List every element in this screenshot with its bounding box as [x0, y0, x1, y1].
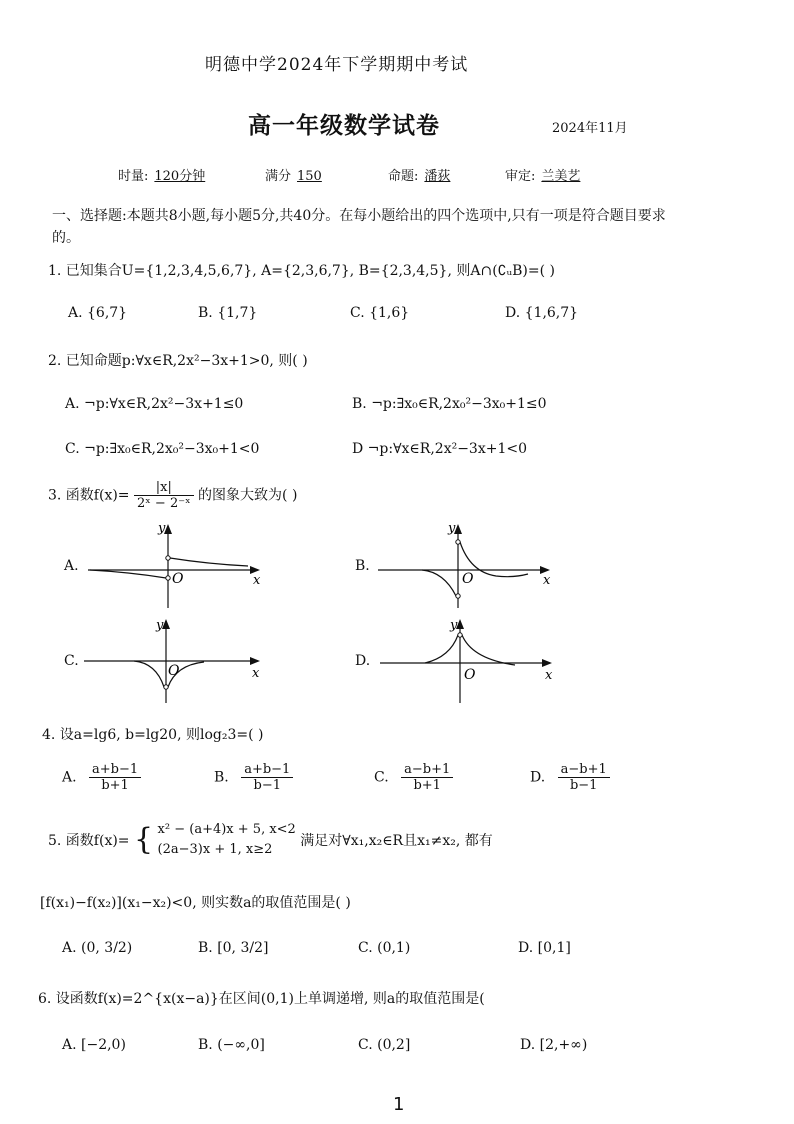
q6-option-b: B. (−∞,0]	[198, 1037, 265, 1053]
q4-option-d: D. $\frac{a-b+1}{b-1}$	[530, 762, 610, 793]
q5-case-1: x² − (a+4)x + 5, x<2	[157, 822, 296, 837]
q3d-y-label: y	[450, 618, 458, 633]
q4-option-b: B. $\frac{a+b-1}{b-1}$	[214, 762, 293, 793]
q6-option-c: C. (0,2]	[358, 1037, 411, 1053]
q3-option-a-label: A.	[64, 558, 79, 574]
q2-option-a: A. ¬p:∀x∈R,2x²−3x+1≤0	[65, 396, 244, 412]
q2-option-b: B. ¬p:∃x₀∈R,2x₀²−3x₀+1≤0	[352, 396, 547, 412]
q1-option-d: D. {1,6,7}	[505, 305, 579, 321]
reviewer-info: 审定: 兰美艺	[505, 169, 581, 184]
q3a-y-label: y	[158, 521, 166, 536]
question-3-stem: 3. 函数f(x)= $\frac{|x|}{\text{2ˣ − 2⁻ˣ}}$ 的图象大致为( )	[48, 480, 298, 511]
q3c-x-label: x	[252, 666, 260, 681]
q3d-x-label: x	[545, 668, 553, 683]
question-1-stem: 1. 已知集合U={1,2,3,4,5,6,7}, A={2,3,6,7}, B={2,3,4,5}, 则A∩(∁ᵤB)=( )	[48, 263, 556, 279]
q5-option-a: A. (0, 3/2)	[62, 940, 133, 956]
exam-school-line: 明德中学2024年下学期期中考试	[205, 55, 469, 75]
q5-option-d: D. [0,1]	[518, 940, 571, 956]
question-5-line2: [f(x₁)−f(x₂)](x₁−x₂)<0, 则实数a的取值范围是( )	[40, 895, 351, 911]
page-title: 高一年级数学试卷	[248, 112, 440, 139]
q3-option-d-label: D.	[355, 653, 371, 669]
question-2-stem: 2. 已知命题p:∀x∈R,2x²−3x+1>0, 则( )	[48, 353, 308, 369]
q1-option-c: C. {1,6}	[350, 305, 410, 321]
exam-date: 2024年11月	[552, 121, 628, 136]
time-info: 时量: 120分钟	[118, 169, 206, 184]
q1-option-a: A. {6,7}	[68, 305, 128, 321]
q1-option-b: B. {1,7}	[198, 305, 258, 321]
q3b-x-label: x	[543, 573, 551, 588]
q3c-y-label: y	[156, 618, 164, 633]
q3-option-c-label: C.	[64, 653, 79, 669]
q3b-origin-label: O	[462, 571, 474, 587]
q5-option-b: B. [0, 3/2]	[198, 940, 269, 956]
q6-option-d: D. [2,+∞)	[520, 1037, 588, 1053]
q2-option-c: C. ¬p:∃x₀∈R,2x₀²−3x₀+1<0	[65, 441, 260, 457]
q5-case-2: (2a−3)x + 1, x≥2	[157, 842, 273, 857]
q3a-origin-label: O	[172, 571, 184, 587]
question-5-stem: 5. 函数f(x)= { x² − (a+4)x + 5, x<2 (2a−3)x + 1, x≥2 满足对∀x₁,x₂∈R且x₁≠x₂, 都有	[48, 820, 493, 860]
q6-option-a: A. [−2,0)	[62, 1037, 126, 1053]
q3a-x-label: x	[253, 573, 261, 588]
section-heading: 一、选择题:本题共8小题,每小题5分,共40分。在每小题给出的四个选项中,只有一项是符合题目要求的。	[52, 208, 666, 246]
score-info: 满分 150	[265, 169, 322, 184]
question-6-stem: 6. 设函数f(x)=2^{x(x−a)}在区间(0,1)上单调递增, 则a的取值范围是(	[38, 991, 485, 1007]
q4-option-a: A. $\frac{a+b-1}{b+1}$	[62, 762, 141, 793]
q3b-y-label: y	[448, 521, 456, 536]
q3-graph-a	[88, 520, 268, 610]
author-info: 命题: 潘荻	[388, 169, 451, 184]
q4-option-c: C. $\frac{a-b+1}{b+1}$	[374, 762, 453, 793]
q3-graph-c	[84, 615, 268, 705]
q2-option-d: D ¬p:∀x∈R,2x²−3x+1<0	[352, 441, 528, 457]
q3-function-fraction: $\frac{|x|}{\text{2ˣ − 2⁻ˣ}}$	[134, 480, 194, 511]
q3-graph-d	[380, 615, 560, 705]
question-4-stem: 4. 设a=lg6, b=lg20, 则log₂3=( )	[42, 727, 264, 743]
page-number: 1	[393, 1094, 405, 1115]
q5-option-c: C. (0,1)	[358, 940, 411, 956]
q3c-origin-label: O	[168, 663, 180, 679]
q3-option-b-label: B.	[355, 558, 370, 574]
q3d-origin-label: O	[464, 667, 476, 683]
q3-graph-b	[378, 520, 558, 610]
